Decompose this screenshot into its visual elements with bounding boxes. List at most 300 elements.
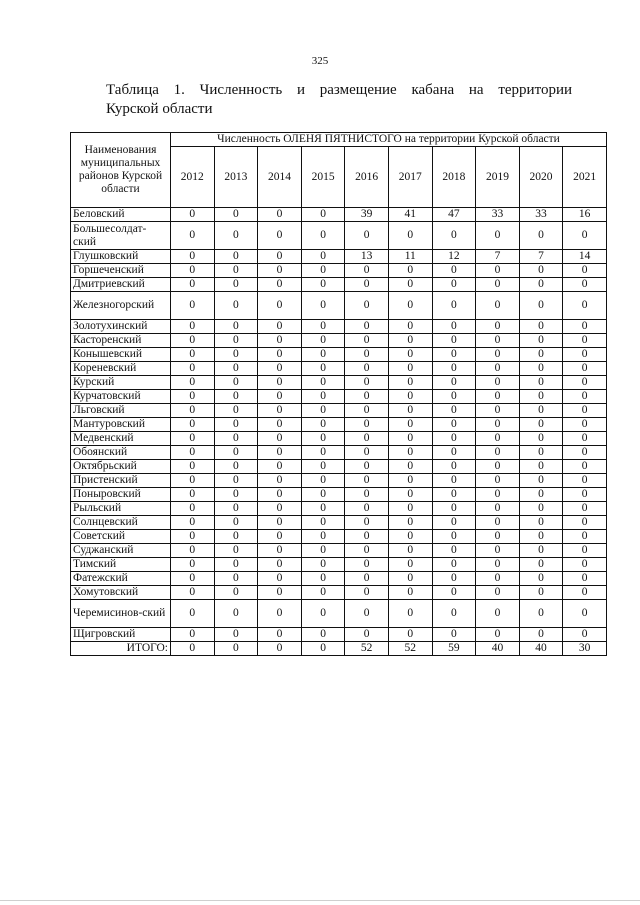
count-cell: 0	[563, 488, 607, 502]
count-cell: 0	[345, 362, 389, 376]
count-cell: 0	[432, 432, 476, 446]
count-cell: 0	[388, 460, 432, 474]
total-label: ИТОГО:	[71, 642, 171, 656]
district-name: Октябрьский	[71, 460, 171, 474]
count-cell: 0	[258, 586, 302, 600]
count-cell: 0	[171, 376, 215, 390]
count-cell: 0	[345, 474, 389, 488]
count-cell: 0	[171, 432, 215, 446]
caption-word: 1.	[173, 82, 185, 98]
count-cell: 0	[563, 432, 607, 446]
count-cell: 0	[171, 418, 215, 432]
count-cell: 0	[258, 572, 302, 586]
count-cell: 0	[214, 320, 258, 334]
count-cell: 0	[171, 222, 215, 250]
table-row	[71, 278, 607, 292]
count-cell: 0	[476, 390, 520, 404]
caption-line-2: Курской области	[106, 101, 213, 117]
count-cell: 0	[345, 320, 389, 334]
count-cell: 0	[258, 544, 302, 558]
count-cell: 0	[345, 348, 389, 362]
count-cell: 0	[563, 446, 607, 460]
table-row	[71, 460, 607, 474]
count-cell: 0	[171, 530, 215, 544]
count-cell: 0	[214, 264, 258, 278]
count-cell: 0	[476, 362, 520, 376]
count-cell: 0	[301, 250, 345, 264]
count-cell: 0	[388, 600, 432, 628]
count-cell: 0	[432, 446, 476, 460]
count-cell: 0	[519, 222, 563, 250]
count-cell: 0	[432, 502, 476, 516]
count-cell: 0	[432, 390, 476, 404]
count-cell: 0	[258, 404, 302, 418]
count-cell: 0	[258, 334, 302, 348]
total-cell: 0	[171, 642, 215, 656]
total-cell: 52	[388, 642, 432, 656]
count-cell: 0	[476, 600, 520, 628]
year-header: 2013	[214, 147, 258, 208]
count-cell: 0	[345, 432, 389, 446]
district-name: Тимский	[71, 558, 171, 572]
count-cell: 0	[301, 376, 345, 390]
count-cell: 0	[388, 628, 432, 642]
count-cell: 0	[171, 460, 215, 474]
count-cell: 7	[476, 250, 520, 264]
count-cell: 0	[214, 628, 258, 642]
count-cell: 0	[432, 404, 476, 418]
count-cell: 0	[388, 292, 432, 320]
count-cell: 0	[432, 278, 476, 292]
count-cell: 0	[388, 348, 432, 362]
count-cell: 0	[214, 250, 258, 264]
caption-word: Численность	[199, 82, 283, 98]
count-cell: 0	[214, 600, 258, 628]
group-column-header: Численность ОЛЕНЯ ПЯТНИСТОГО на территории Курской области	[171, 133, 607, 147]
count-cell: 13	[345, 250, 389, 264]
count-cell: 0	[432, 222, 476, 250]
count-cell: 0	[476, 460, 520, 474]
count-cell: 0	[388, 572, 432, 586]
count-cell: 0	[301, 278, 345, 292]
district-name: Щигровский	[71, 628, 171, 642]
count-cell: 0	[519, 530, 563, 544]
count-cell: 0	[301, 320, 345, 334]
count-cell: 0	[345, 558, 389, 572]
count-cell: 0	[301, 418, 345, 432]
count-cell: 0	[432, 530, 476, 544]
count-cell: 0	[301, 516, 345, 530]
total-cell: 40	[476, 642, 520, 656]
count-cell: 0	[214, 432, 258, 446]
district-name: Конышевский	[71, 348, 171, 362]
count-cell: 0	[214, 544, 258, 558]
count-cell: 0	[476, 404, 520, 418]
count-cell: 0	[345, 586, 389, 600]
count-cell: 0	[519, 334, 563, 348]
count-cell: 0	[345, 222, 389, 250]
count-cell: 0	[301, 502, 345, 516]
count-cell: 0	[214, 586, 258, 600]
table-row	[71, 488, 607, 502]
count-cell: 0	[345, 530, 389, 544]
table-row	[71, 502, 607, 516]
year-header: 2021	[563, 147, 607, 208]
district-name: Большесолдат-ский	[71, 222, 171, 250]
scan-edge-line	[0, 900, 640, 901]
count-cell: 0	[258, 432, 302, 446]
count-cell: 0	[519, 460, 563, 474]
count-cell: 0	[519, 572, 563, 586]
district-name: Золотухинский	[71, 320, 171, 334]
count-cell: 12	[432, 250, 476, 264]
caption-word: Таблица	[106, 82, 159, 98]
count-cell: 0	[432, 488, 476, 502]
count-cell: 0	[214, 376, 258, 390]
count-cell: 0	[432, 544, 476, 558]
count-cell: 0	[432, 264, 476, 278]
count-cell: 0	[301, 600, 345, 628]
count-cell: 0	[171, 264, 215, 278]
count-cell: 0	[301, 544, 345, 558]
count-cell: 0	[519, 264, 563, 278]
table-row	[71, 362, 607, 376]
count-cell: 0	[563, 278, 607, 292]
count-cell: 0	[301, 530, 345, 544]
count-cell: 0	[301, 488, 345, 502]
district-name: Глушковский	[71, 250, 171, 264]
count-cell: 0	[563, 460, 607, 474]
district-name: Суджанский	[71, 544, 171, 558]
caption-word: территории	[498, 82, 572, 98]
count-cell: 0	[345, 390, 389, 404]
count-cell: 0	[432, 362, 476, 376]
count-cell: 0	[214, 348, 258, 362]
count-cell: 0	[476, 474, 520, 488]
table-row	[71, 418, 607, 432]
count-cell: 0	[171, 208, 215, 222]
count-cell: 0	[563, 334, 607, 348]
count-cell: 0	[519, 292, 563, 320]
count-cell: 0	[476, 264, 520, 278]
count-cell: 0	[476, 572, 520, 586]
count-cell: 0	[214, 222, 258, 250]
count-cell: 0	[258, 348, 302, 362]
count-cell: 0	[171, 390, 215, 404]
table-row	[71, 390, 607, 404]
count-cell: 0	[432, 600, 476, 628]
district-name: Черемисинов-ский	[71, 600, 171, 628]
count-cell: 0	[258, 264, 302, 278]
table-row	[71, 292, 607, 320]
count-cell: 0	[519, 362, 563, 376]
count-cell: 0	[388, 558, 432, 572]
count-cell: 0	[563, 628, 607, 642]
district-name: Льговский	[71, 404, 171, 418]
count-cell: 0	[345, 502, 389, 516]
count-cell: 0	[214, 530, 258, 544]
count-cell: 0	[345, 334, 389, 348]
district-name: Рыльский	[71, 502, 171, 516]
count-cell: 16	[563, 208, 607, 222]
count-cell: 0	[519, 544, 563, 558]
count-cell: 0	[171, 292, 215, 320]
count-cell: 0	[345, 628, 389, 642]
count-cell: 0	[171, 446, 215, 460]
count-cell: 0	[345, 544, 389, 558]
year-header: 2012	[171, 147, 215, 208]
count-cell: 0	[519, 320, 563, 334]
count-cell: 0	[171, 628, 215, 642]
count-cell: 0	[432, 376, 476, 390]
count-cell: 0	[214, 362, 258, 376]
count-cell: 0	[388, 362, 432, 376]
count-cell: 0	[519, 516, 563, 530]
district-name: Курский	[71, 376, 171, 390]
count-cell: 33	[519, 208, 563, 222]
count-cell: 0	[301, 586, 345, 600]
table-row	[71, 222, 607, 250]
table-row	[71, 264, 607, 278]
count-cell: 0	[258, 460, 302, 474]
count-cell: 0	[476, 488, 520, 502]
district-name: Дмитриевский	[71, 278, 171, 292]
district-name: Горшеченский	[71, 264, 171, 278]
caption-word: на	[468, 82, 484, 98]
count-cell: 0	[258, 278, 302, 292]
count-cell: 0	[388, 390, 432, 404]
count-cell: 0	[171, 572, 215, 586]
count-cell: 0	[432, 628, 476, 642]
count-cell: 0	[563, 320, 607, 334]
count-cell: 0	[258, 446, 302, 460]
count-cell: 0	[214, 474, 258, 488]
count-cell: 0	[432, 418, 476, 432]
count-cell: 0	[563, 516, 607, 530]
table-row	[71, 586, 607, 600]
count-cell: 0	[301, 446, 345, 460]
count-cell: 0	[388, 278, 432, 292]
total-cell: 0	[258, 642, 302, 656]
count-cell: 0	[476, 446, 520, 460]
count-cell: 0	[258, 208, 302, 222]
count-cell: 0	[258, 250, 302, 264]
count-cell: 0	[301, 348, 345, 362]
count-cell: 0	[258, 390, 302, 404]
count-cell: 0	[258, 628, 302, 642]
district-name: Курчатовский	[71, 390, 171, 404]
count-cell: 0	[388, 446, 432, 460]
count-cell: 0	[432, 292, 476, 320]
count-cell: 0	[563, 418, 607, 432]
count-cell: 0	[519, 488, 563, 502]
table-row	[71, 320, 607, 334]
count-cell: 0	[476, 516, 520, 530]
count-cell: 0	[563, 558, 607, 572]
year-header: 2016	[345, 147, 389, 208]
district-name: Хомутовский	[71, 586, 171, 600]
table-row	[71, 474, 607, 488]
count-cell: 0	[345, 404, 389, 418]
count-cell: 0	[563, 572, 607, 586]
population-table	[70, 132, 607, 656]
count-cell: 0	[171, 362, 215, 376]
count-cell: 0	[388, 264, 432, 278]
count-cell: 0	[301, 292, 345, 320]
table-row	[71, 572, 607, 586]
count-cell: 0	[388, 222, 432, 250]
count-cell: 0	[388, 320, 432, 334]
count-cell: 0	[301, 208, 345, 222]
total-row	[71, 642, 607, 656]
district-name: Кореневский	[71, 362, 171, 376]
count-cell: 0	[301, 460, 345, 474]
count-cell: 0	[519, 278, 563, 292]
count-cell: 0	[563, 474, 607, 488]
count-cell: 0	[476, 376, 520, 390]
count-cell: 0	[432, 348, 476, 362]
count-cell: 0	[563, 348, 607, 362]
year-header: 2014	[258, 147, 302, 208]
count-cell: 0	[388, 516, 432, 530]
count-cell: 0	[432, 558, 476, 572]
count-cell: 7	[519, 250, 563, 264]
count-cell: 0	[476, 530, 520, 544]
count-cell: 0	[519, 376, 563, 390]
count-cell: 0	[388, 530, 432, 544]
count-cell: 0	[519, 404, 563, 418]
table-row	[71, 544, 607, 558]
count-cell: 0	[258, 488, 302, 502]
count-cell: 0	[214, 502, 258, 516]
count-cell: 0	[214, 488, 258, 502]
district-name: Мантуровский	[71, 418, 171, 432]
count-cell: 0	[171, 348, 215, 362]
count-cell: 0	[171, 586, 215, 600]
count-cell: 0	[171, 544, 215, 558]
count-cell: 0	[345, 488, 389, 502]
count-cell: 0	[301, 334, 345, 348]
table-row	[71, 208, 607, 222]
year-header: 2018	[432, 147, 476, 208]
count-cell: 0	[171, 600, 215, 628]
count-cell: 0	[388, 586, 432, 600]
district-column-header: Наименования муниципальных районов Курской области	[71, 133, 171, 208]
count-cell: 0	[301, 628, 345, 642]
count-cell: 0	[563, 586, 607, 600]
table-row	[71, 530, 607, 544]
total-cell: 0	[214, 642, 258, 656]
count-cell: 0	[214, 418, 258, 432]
district-name: Касторенский	[71, 334, 171, 348]
count-cell: 0	[258, 222, 302, 250]
table-row	[71, 558, 607, 572]
count-cell: 0	[345, 264, 389, 278]
count-cell: 14	[563, 250, 607, 264]
count-cell: 0	[258, 320, 302, 334]
count-cell: 0	[388, 334, 432, 348]
count-cell: 0	[214, 390, 258, 404]
count-cell: 0	[519, 432, 563, 446]
count-cell: 0	[258, 418, 302, 432]
table-row	[71, 334, 607, 348]
count-cell: 0	[519, 348, 563, 362]
count-cell: 0	[476, 320, 520, 334]
count-cell: 0	[301, 558, 345, 572]
count-cell: 0	[301, 362, 345, 376]
table-row	[71, 516, 607, 530]
count-cell: 0	[476, 292, 520, 320]
count-cell: 0	[214, 208, 258, 222]
district-name: Советский	[71, 530, 171, 544]
district-name: Медвенский	[71, 432, 171, 446]
total-cell: 59	[432, 642, 476, 656]
count-cell: 0	[432, 334, 476, 348]
count-cell: 0	[563, 362, 607, 376]
count-cell: 0	[432, 586, 476, 600]
count-cell: 0	[214, 404, 258, 418]
table-body	[71, 208, 607, 656]
count-cell: 0	[214, 572, 258, 586]
count-cell: 0	[214, 446, 258, 460]
count-cell: 0	[345, 446, 389, 460]
count-cell: 0	[171, 502, 215, 516]
count-cell: 0	[214, 292, 258, 320]
count-cell: 0	[214, 558, 258, 572]
table-row	[71, 404, 607, 418]
count-cell: 0	[476, 628, 520, 642]
count-cell: 0	[432, 516, 476, 530]
count-cell: 0	[388, 502, 432, 516]
count-cell: 0	[476, 348, 520, 362]
count-cell: 0	[388, 474, 432, 488]
caption-word: и	[296, 82, 305, 98]
count-cell: 0	[388, 488, 432, 502]
count-cell: 0	[476, 544, 520, 558]
count-cell: 0	[519, 628, 563, 642]
count-cell: 0	[345, 572, 389, 586]
count-cell: 0	[432, 572, 476, 586]
count-cell: 0	[563, 600, 607, 628]
count-cell: 0	[171, 558, 215, 572]
count-cell: 0	[171, 404, 215, 418]
count-cell: 0	[476, 418, 520, 432]
count-cell: 0	[258, 474, 302, 488]
table-row	[71, 628, 607, 642]
count-cell: 0	[519, 474, 563, 488]
count-cell: 33	[476, 208, 520, 222]
count-cell: 0	[258, 530, 302, 544]
caption-word: кабана	[411, 82, 455, 98]
count-cell: 0	[432, 320, 476, 334]
count-cell: 0	[258, 292, 302, 320]
count-cell: 0	[563, 390, 607, 404]
count-cell: 0	[519, 586, 563, 600]
count-cell: 0	[519, 600, 563, 628]
count-cell: 0	[171, 516, 215, 530]
count-cell: 0	[214, 460, 258, 474]
count-cell: 0	[388, 404, 432, 418]
district-name: Пристенский	[71, 474, 171, 488]
count-cell: 0	[432, 474, 476, 488]
count-cell: 0	[258, 502, 302, 516]
count-cell: 0	[563, 530, 607, 544]
count-cell: 0	[258, 516, 302, 530]
year-header: 2020	[519, 147, 563, 208]
count-cell: 0	[345, 278, 389, 292]
table-row	[71, 432, 607, 446]
count-cell: 0	[258, 362, 302, 376]
